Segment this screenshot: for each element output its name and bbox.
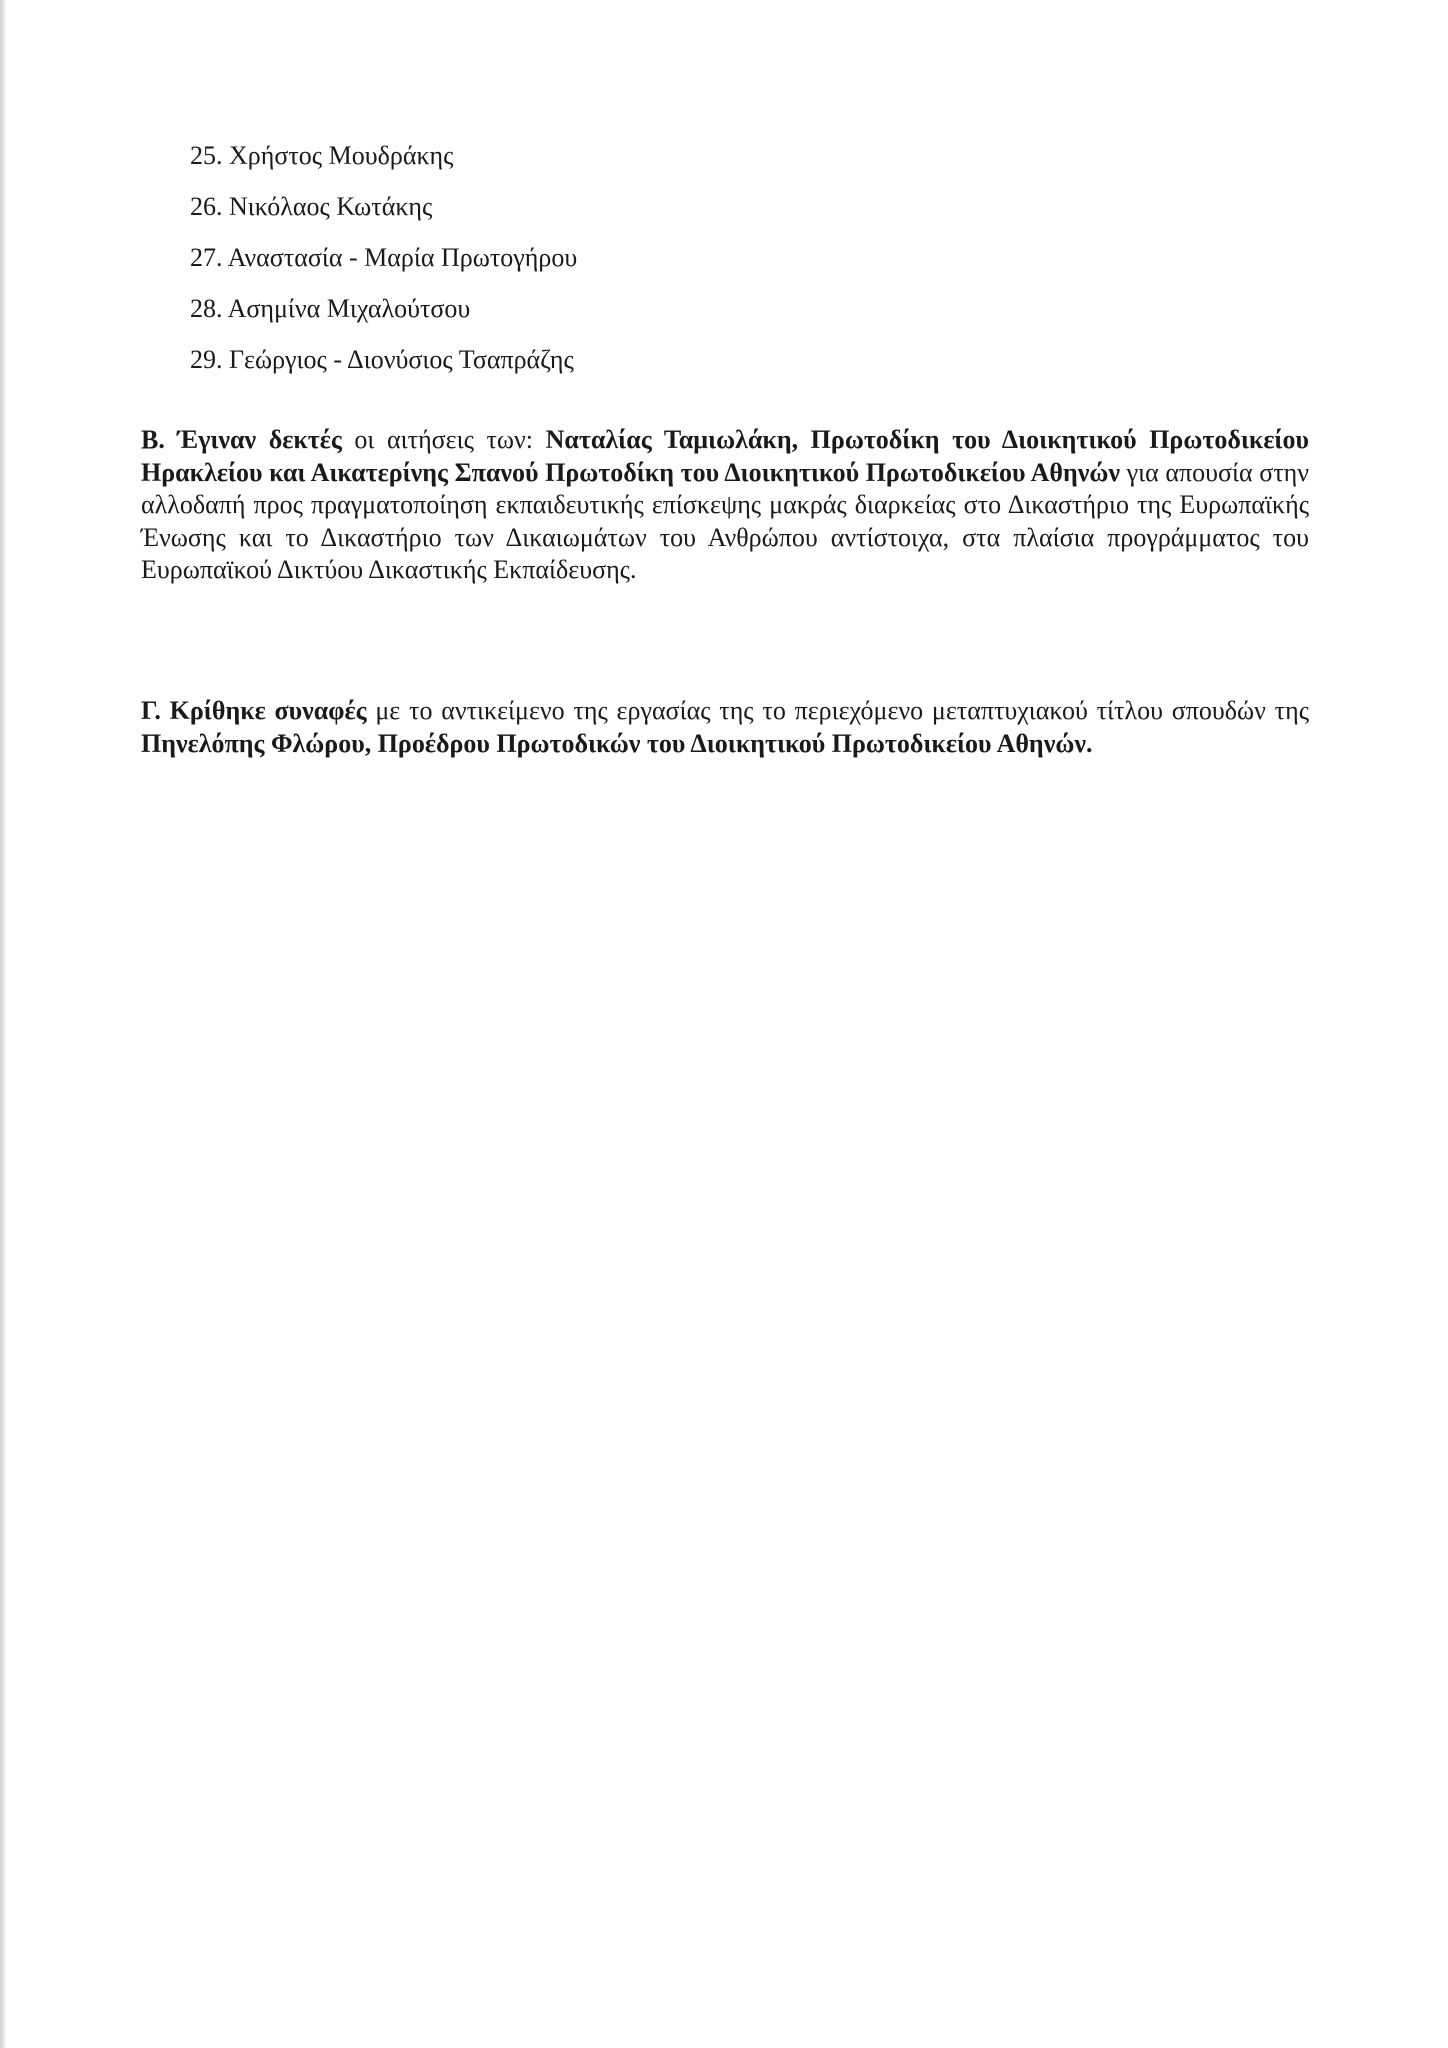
section-g-text-1: με το αντικείμενο της εργασίας της το περιεχόμενο μεταπτυχιακού τίτλου σπουδών της xyxy=(366,696,1309,725)
section-g-label: Γ. Κρίθηκε συναφές xyxy=(141,696,367,725)
list-item: 26. Νικόλαος Κωτάκης xyxy=(190,192,433,221)
list-item: 28. Ασημίνα Μιχαλούτσου xyxy=(190,294,471,323)
list-item: 29. Γεώργιος - Διονύσιος Τσαπράζης xyxy=(190,345,574,374)
section-g-name: Πηνελόπης Φλώρου, Προέδρου Πρωτοδικών του Διοικητικού Πρωτοδικείου Αθηνών. xyxy=(141,728,1093,758)
list-item: 25. Χρήστος Μουδράκης xyxy=(190,141,454,170)
scan-edge-shadow xyxy=(0,0,7,2048)
section-b-name-2: Αικατερίνης Σπανού Πρωτοδίκη του Διοικητικού Πρωτοδικείου Αθηνών xyxy=(310,457,1121,487)
section-b-name-1: Ναταλίας Ταμιωλάκη, Πρωτοδίκη του Διοικητικού Πρωτοδικείου Ηρακλείου xyxy=(141,425,1309,487)
section-b-conjunction: και xyxy=(262,457,311,487)
section-b-label: Β. Έγιναν δεκτές xyxy=(141,425,342,454)
section-g-paragraph xyxy=(141,695,1309,760)
section-b-paragraph xyxy=(141,424,1309,587)
names-list xyxy=(190,140,577,395)
section-b-text-1: οι αιτήσεις των: xyxy=(341,425,546,454)
list-item: 27. Αναστασία - Μαρία Πρωτογήρου xyxy=(190,243,578,272)
section-b-text-2: για απουσία στην αλλοδαπή προς πραγματοποίηση εκπαιδευτικής επίσκεψης μακράς διαρκείας στο Δικαστήριο της Ευρωπαϊκής Ένωσης και το Δικαστήριο των Δικαιωμάτων του Ανθρώπου αντίστοιχα, στα πλαίσια προγράμματος του Ευρωπαϊκού Δικτύου Δικαστικής Εκπαίδευσης. xyxy=(141,457,1310,584)
